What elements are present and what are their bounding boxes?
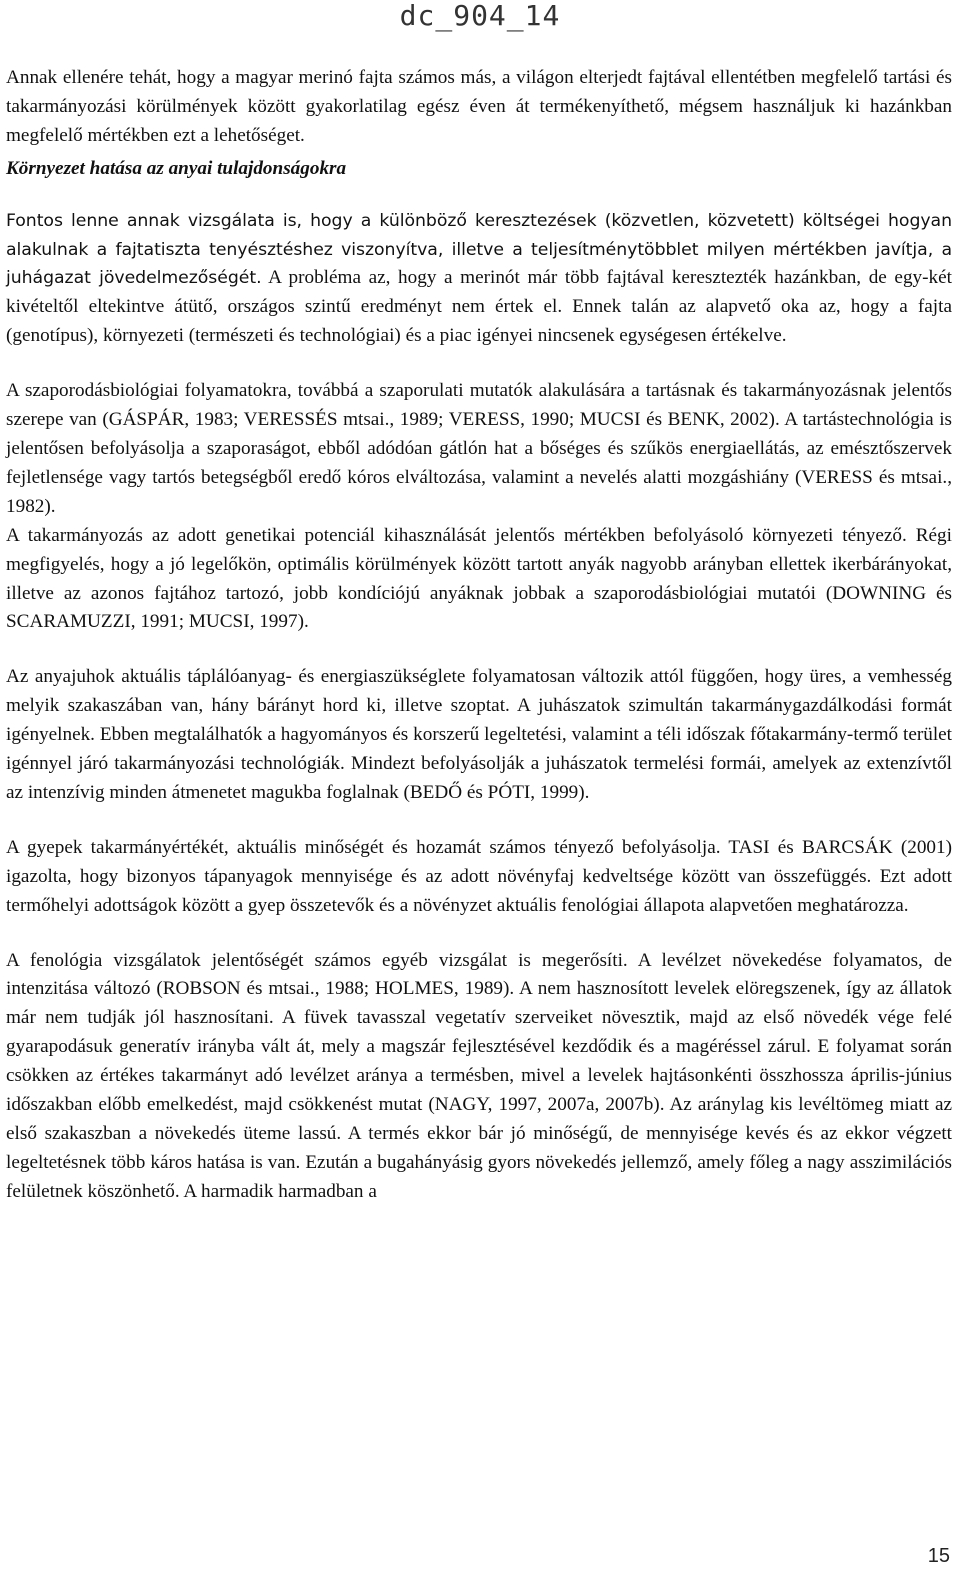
paragraph-1-serif-part: A probléma az, hogy a merinót már több fajtával keresztezték hazánkban, de egy-két kivételtől eltekintve átütő, országos szintű eredményt nem értek el. Ennek talán az alapvető oka az, hogy a fajta (genotípus), környezeti (természeti és technológiai) és a piac igényei nincsenek egységesen értékelve. bbox=[6, 267, 952, 347]
paragraph-1-sans-part: Fontos lenne annak vizsgálata is, hogy a különböző keresztezések (közvetlen, közvetett) költségei hogyan alakulnak a fajtatiszta tenyésztéshez viszonyítva, illetve a teljesítménytöbblet milyen mértékben javítja, a juhágazat jövedelmezőségét. bbox=[6, 210, 952, 289]
paragraph-5: A gyepek takarmányértékét, aktuális minőségét és hozamát számos tényező befolyásolja. TASI és BARCSÁK (2001) igazolta, hogy bizonyos tápanyagok mennyisége és az adott növényfaj kedveltsége között van összefüggés. Ezt adott termőhelyi adottságok között a gyep összetevők és a növényzet aktuális fenológiai állapota alapvetően meghatározza. bbox=[6, 836, 952, 916]
section-heading: Környezet hatása az anyai tulajdonságokra bbox=[6, 157, 347, 179]
page-number: 15 bbox=[927, 1545, 950, 1567]
paragraph-6: A fenológia vizsgálatok jelentőségét számos egyéb vizsgálat is megerősíti. A levélzet növekedése folyamatos, de intenzitása változó (ROBSON és mtsai., 1988; HOLMES, 1989). A nem hasznosított levelek elöregszenek, így az állatok már nem tudják jól hasznosítani. A füvek tavasszal vegetatív szerveiket növesztik, majd az első növedék vége felé gyarapodásuk generatív irányba vált át, mely a magszár fejlesztésével kezdődik és a magéréssel zárul. E folyamat során csökken az értékes takarmányt adó levélzet aránya a termésben, mivel a levelek hajtásonkénti összhossza április-június időszakban előbb emelkedést, majd csökkenést mutat (NAGY, 1997, 2007a, 2007b). Az aránylag kis levéltömeg miatt az első szakaszban a növekedés üteme lassú. A termés ekkor bár jó minőségű, de mennyisége kevés és az ekkor végzett legeltetésnek több káros hatása is van. Ezután a bugahányásig gyors növekedés jellemző, amely főleg a nagy asszimilációs felületnek köszönhető. A harmadik harmadban a bbox=[6, 949, 952, 1202]
intro-paragraph: Annak ellenére tehát, hogy a magyar merinó fajta számos más, a világon elterjedt fajtával ellentétben megfelelő tartási és takarmányozási körülmények között gyakorlatilag egész éven át termékenyíthető, mégsem használjuk ki hazánkban megfelelő mértékben ezt a lehetőséget. bbox=[6, 67, 952, 146]
paragraph-2: A szaporodásbiológiai folyamatokra, továbbá a szaporulati mutatók alakulására a tartásnak és takarmányozásnak jelentős szerepe van (GÁSPÁR, 1983; VERESSÉS mtsai., 1989; VERESS, 1990; MUCSI és BENK, 2002). A tartástechnológia is jelentősen befolyásolja a szaporaságot, ebből adódóan gátlón hat a bőséges és szűkös energiaellátás, az emésztőszervek fejletlensége vagy tartós betegségből eredő kóros elváltozása, valamint a nevelés alatti mozgáshiány (VERESS és mtsai., 1982). bbox=[6, 380, 952, 517]
paragraph-4: Az anyajuhok aktuális táplálóanyag- és energiaszükséglete folyamatosan változik attól függően, hogy üres, a vemhesség melyik szakaszában van, hány bárányt hord ki, illetve szoptat. A juhászatok szimultán takarmánygazdálkodási formát igényelnek. Ebben megtalálhatók a hagyományos és korszerű legeltetési, valamint a téli időszak főtakarmány-termő terület igénnyel járó takarmányozási technológiák. Mindezt befolyásolják a juhászatok termelési formái, amelyek az extenzívtől az intenzívig minden átmenetet magukba foglalnak (BEDŐ és PÓTI, 1999). bbox=[6, 666, 952, 803]
document-body bbox=[6, 64, 952, 1207]
paragraph-3: A takarmányozás az adott genetikai potenciál kihasználását jelentős mértékben befolyásoló környezeti tényező. Régi megfigyelés, hogy a jó legelőkön, optimális körülmények között tartott anyák nagyobb arányban ellettek ikerbárányokat, illetve az azonos fajtához tartozó, jobb kondíciójú anyáknak jobbak a szaporodásbiológiai mutatói (DOWNING és SCARAMUZZI, 1991; MUCSI, 1997). bbox=[6, 524, 952, 633]
paragraph-1 bbox=[6, 207, 952, 352]
document-id: dc_904_14 bbox=[399, 0, 561, 32]
